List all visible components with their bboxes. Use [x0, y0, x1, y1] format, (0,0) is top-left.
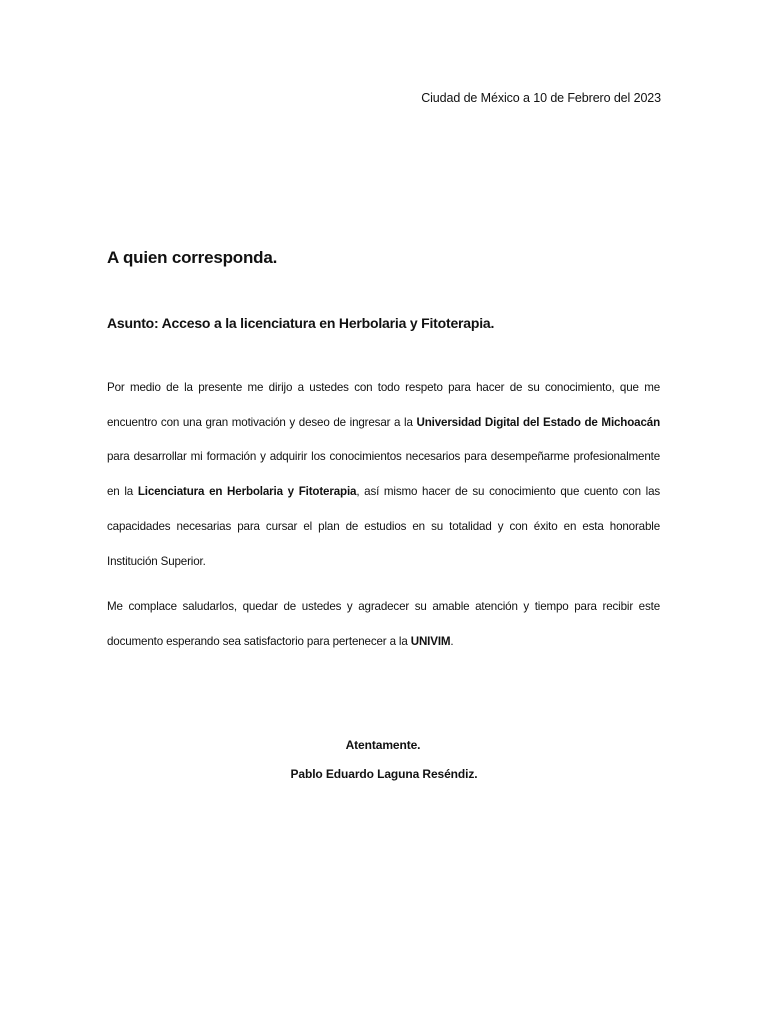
signature-name: Pablo Eduardo Laguna Reséndiz.	[290, 767, 478, 781]
degree-name: Licenciatura en Herbolaria y Fitoterapia	[137, 485, 357, 499]
institution-acronym: UNIVIM	[410, 634, 451, 648]
paragraph-1-text: , así mismo hacer de su conocimiento que cuento con las capacidades necesarias para cursar el plan de estudios en su totalidad y con éxito en esta honorable Institución Superior.	[107, 485, 661, 568]
university-name: Universidad Digital del Estado de Michoacán	[416, 415, 660, 429]
paragraph-1-text: para desarrollar mi formación y adquirir los conocimientos necesarios para desempeñarme profesionalmente en la	[107, 450, 660, 499]
closing-phrase: Atentamente.	[345, 738, 421, 752]
date-line: Ciudad de México a 10 de Febrero del 2023	[421, 91, 661, 105]
paragraph-2-text: Me complace saludarlos, quedar de ustedes y agradecer su amable atención y tiempo para recibir este documento esperando sea satisfactorio para pertenecer a la	[107, 600, 660, 648]
body-paragraph-2	[107, 590, 660, 659]
paragraph-2-text: .	[450, 634, 454, 648]
salutation: A quien corresponda.	[107, 248, 278, 267]
body-paragraph-1	[107, 371, 660, 579]
paragraph-1-text: Por medio de la presente me dirijo a ustedes con todo respeto para hacer de su conocimiento, que me encuentro con una gran motivación y deseo de ingresar a la	[107, 381, 660, 429]
subject-line: Asunto: Acceso a la licenciatura en Herbolaria y Fitoterapia.	[107, 315, 495, 331]
